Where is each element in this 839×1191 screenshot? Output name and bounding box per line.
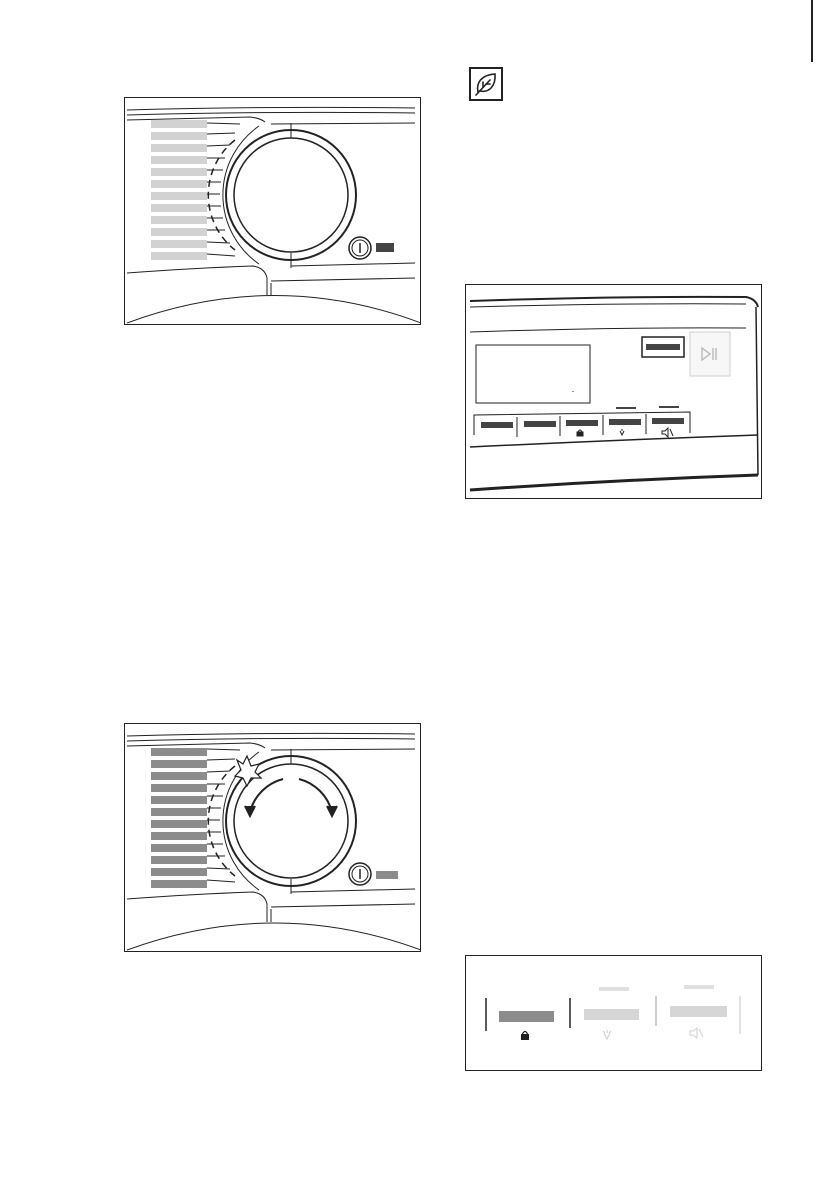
display-panel-figure — [465, 284, 762, 499]
page-margin-rule — [811, 0, 813, 62]
sound-off-icon — [662, 428, 673, 437]
rotation-arrows-icon — [245, 779, 337, 816]
option-buttons-drawing — [466, 956, 762, 1071]
lock-button-bar — [499, 1011, 554, 1022]
dial-panel-drawing — [125, 98, 421, 325]
light-button-bar — [584, 1009, 639, 1020]
power-label-bar — [376, 871, 398, 879]
dial-panel-figure-bottom — [124, 723, 421, 952]
dial-panel-rotation-drawing — [125, 724, 421, 952]
power-label-bar — [376, 243, 394, 252]
light-icon — [620, 429, 624, 435]
lock-icon — [521, 1032, 529, 1041]
leaf-icon — [469, 67, 503, 101]
lock-icon — [577, 432, 583, 436]
dial-panel-figure-top — [124, 97, 421, 325]
sound-button-bar — [670, 1006, 727, 1017]
option-buttons-figure — [465, 955, 762, 1071]
program-label-bars — [151, 120, 207, 260]
sound-off-icon — [690, 1028, 703, 1038]
light-icon — [603, 1030, 611, 1039]
program-label-bars — [151, 748, 207, 888]
display-panel-drawing — [466, 285, 762, 499]
